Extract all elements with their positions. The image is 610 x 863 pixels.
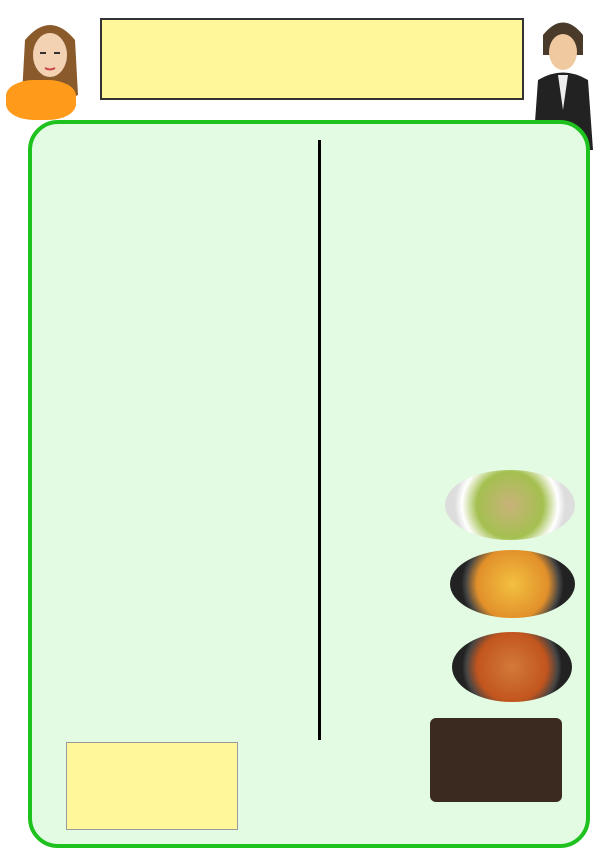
column-divider	[318, 140, 321, 740]
title-box	[100, 18, 524, 100]
yakiniku-set-photo	[430, 718, 562, 802]
ebi-kuppa-photo	[450, 550, 575, 618]
homepage	[230, 812, 244, 828]
spicy-options-box	[66, 742, 238, 830]
tax-badge	[6, 80, 76, 120]
kara-buta-photo	[452, 632, 572, 702]
bibin-ramen-photo	[445, 470, 575, 540]
